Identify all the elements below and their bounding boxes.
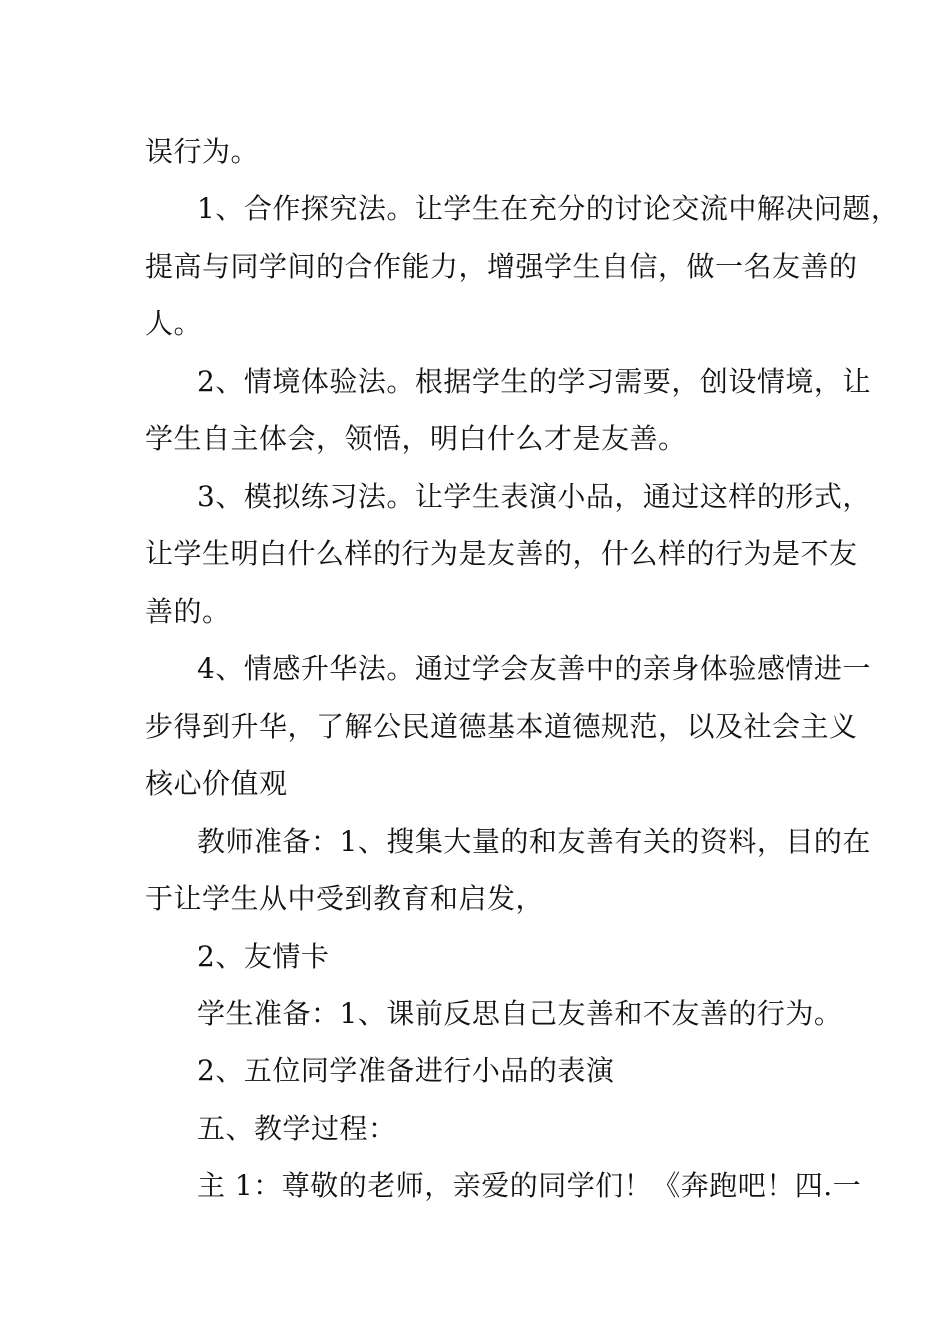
text-line: 于让学生从中受到教育和启发， <box>145 882 545 915</box>
text-line: 让学生明白什么样的行为是友善的，什么样的行为是不友 <box>145 537 858 570</box>
text-line: 提高与同学间的合作能力，增强学生自信，做一名友善的 <box>145 250 858 283</box>
text-line: 核心价值观 <box>145 767 288 800</box>
text-line: 2、情境体验法。根据学生的学习需要，创设情境，让 <box>197 365 871 398</box>
text-line: 善的。 <box>145 595 231 628</box>
text-line: 步得到升华，了解公民道德基本道德规范，以及社会主义 <box>145 710 858 743</box>
text-line: 4、情感升华法。通过学会友善中的亲身体验感情进一 <box>197 652 871 685</box>
text-line: 教师准备：1、搜集大量的和友善有关的资料，目的在 <box>197 825 871 858</box>
text-line: 2、友情卡 <box>197 940 330 973</box>
text-line: 2、五位同学准备进行小品的表演 <box>197 1054 615 1087</box>
text-line: 五、教学过程： <box>197 1112 397 1145</box>
text-line: 3、模拟练习法。让学生表演小品，通过这样的形式， <box>197 480 871 513</box>
text-line: 学生自主体会，领悟，明白什么才是友善。 <box>145 422 687 455</box>
text-line: 学生准备：1、课前反思自己友善和不友善的行为。 <box>197 997 843 1030</box>
text-line: 误行为。 <box>145 135 260 168</box>
text-line: 1、合作探究法。让学生在充分的讨论交流中解决问题， <box>197 192 900 225</box>
text-line: 人。 <box>145 307 203 340</box>
text-line: 主 1：尊敬的老师，亲爱的同学们！《奔跑吧！四.一 <box>197 1169 862 1202</box>
